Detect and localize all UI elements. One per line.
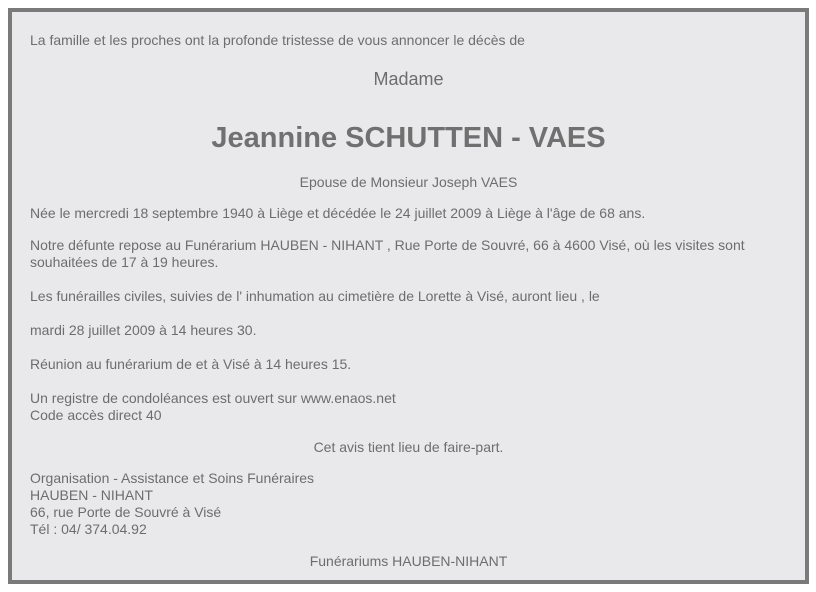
- organisation-line-3: 66, rue Porte de Souvré à Visé: [30, 504, 222, 520]
- birth-death-line: Née le mercredi 18 septembre 1940 à Liège et décédée le 24 juillet 2009 à Liège à l'âge de 68 ans.: [30, 205, 646, 221]
- salutation: Madame: [373, 69, 444, 89]
- funeral-line: Les funérailles civiles, suivies de l' inhumation au cimetière de Lorette à Visé, auront lieu , le: [30, 288, 600, 304]
- organisation-line-2: HAUBEN - NIHANT: [30, 487, 153, 503]
- deceased-name: Jeannine SCHUTTEN - VAES: [211, 122, 606, 154]
- notice-note: Cet avis tient lieu de faire-part.: [313, 439, 504, 455]
- repose-line-1: Notre défunte repose au Funérarium HAUBEN - NIHANT , Rue Porte de Souvré, 66 à 4600 Visé, où les visites sont: [30, 237, 745, 253]
- death-notice-card: [8, 8, 809, 584]
- intro-text: La famille et les proches ont la profonde tristesse de vous annoncer le décès de: [30, 32, 525, 48]
- footer-text: Funérariums HAUBEN-NIHANT: [309, 553, 508, 569]
- meeting-line: Réunion au funérarium de et à Visé à 14 heures 15.: [30, 356, 352, 372]
- organisation-line-1: Organisation - Assistance et Soins Funéraires: [30, 470, 315, 486]
- access-code-line: Code accès direct 40: [30, 407, 162, 423]
- repose-line-2: souhaitées de 17 à 19 heures.: [30, 254, 219, 270]
- organisation-phone: Tél : 04/ 374.04.92: [30, 521, 147, 537]
- funeral-date-line: mardi 28 juillet 2009 à 14 heures 30.: [30, 322, 257, 338]
- spouse-line: Epouse de Monsieur Joseph VAES: [299, 174, 518, 190]
- registry-line: Un registre de condoléances est ouvert sur www.enaos.net: [30, 390, 396, 406]
